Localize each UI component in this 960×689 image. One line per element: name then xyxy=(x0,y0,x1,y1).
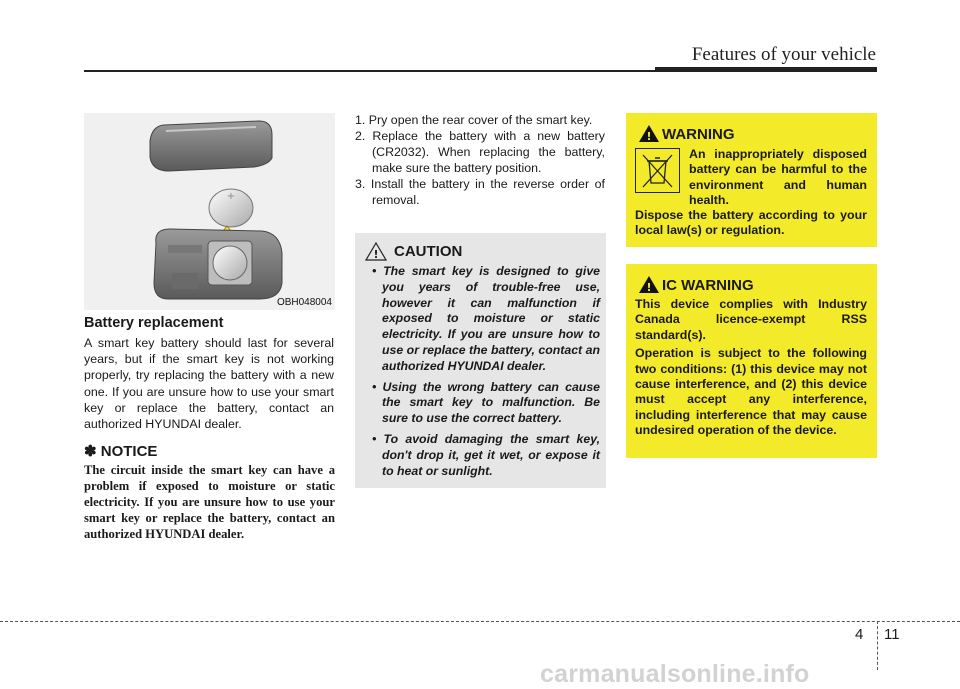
warning-title: WARNING xyxy=(662,126,735,143)
caution-item: • Using the wrong battery can cause the smart key to malfunction. Be sure to use the correct battery. xyxy=(372,379,600,426)
smart-key-illustration xyxy=(84,113,335,310)
caution-item: • To avoid damaging the smart key, don't drop it, get it wet, or expose it to heat or sunlight. xyxy=(372,431,600,478)
ic-warning-box xyxy=(626,264,877,458)
notice-title: ✽ NOTICE xyxy=(84,443,158,460)
smart-key-figure xyxy=(84,113,335,310)
caution-triangle-icon xyxy=(365,242,387,261)
page-header-title: Features of your vehicle xyxy=(691,44,876,65)
warning-text-primary: An inappropriately disposed battery can be harmful to the environment and human health. xyxy=(689,147,867,208)
ic-warning-para: This device complies with Industry Canada licence-exempt RSS standard(s). xyxy=(635,297,867,342)
step-item: 3. Install the battery in the reverse order of removal. xyxy=(355,177,605,207)
figure-caption: OBH048004 xyxy=(276,297,332,308)
step-item: 1. Pry open the rear cover of the smart key. xyxy=(355,113,593,127)
svg-text:!: ! xyxy=(373,248,379,261)
caution-title: CAUTION xyxy=(394,243,463,260)
footer-divider xyxy=(877,621,878,670)
chapter-number: 4 xyxy=(855,626,864,643)
svg-text:+: + xyxy=(226,191,236,202)
warning-triangle-icon xyxy=(638,275,660,294)
page-number: 11 xyxy=(884,626,900,643)
warning-triangle-icon xyxy=(638,124,660,143)
ic-warning-title: IC WARNING xyxy=(662,277,754,294)
battery-replacement-text: A smart key battery should last for several years, but if the smart key is not working properly, try replacing the battery with a new one. If you are unsure how to use your smart key or replace the battery, contact an authorized HYUNDAI dealer. xyxy=(84,336,334,432)
caution-item: • The smart key is designed to give you years of trouble-free use, however it can malfunction if exposed to moisture or static electricity. If you are unsure how to use or replace the battery, contact an authorized HYUNDAI dealer. xyxy=(372,264,600,373)
warning-text-secondary: Dispose the battery according to your local law(s) or regulation. xyxy=(635,208,867,238)
header-rule-accent xyxy=(655,67,877,72)
battery-replacement-title: Battery replacement xyxy=(84,315,224,331)
warning-box xyxy=(626,113,877,247)
ic-warning-para: Operation is subject to the following two conditions: (1) this device may not cause interference, and (2) this device must accept any interference, including interference that may cause undesired operation of the device. xyxy=(635,346,867,438)
step-item: 2. Replace the battery with a new battery (CR2032). When replacing the battery, make sure the battery position. xyxy=(355,129,605,175)
svg-text:!: ! xyxy=(646,130,652,143)
watermark: carmanualsonline.info xyxy=(540,660,810,688)
crossed-bin-icon xyxy=(635,148,680,193)
notice-text: The circuit inside the smart key can have a problem if exposed to moisture or static electricity. If you are unsure how to use your smart key or replace the battery, contact an authorized HYUNDAI dealer. xyxy=(84,463,335,541)
ic-warning-text xyxy=(635,297,867,442)
caution-box xyxy=(355,233,606,488)
svg-text:!: ! xyxy=(646,281,652,294)
replacement-steps xyxy=(355,112,605,208)
caution-list xyxy=(367,264,600,484)
footer-rule xyxy=(0,621,960,622)
